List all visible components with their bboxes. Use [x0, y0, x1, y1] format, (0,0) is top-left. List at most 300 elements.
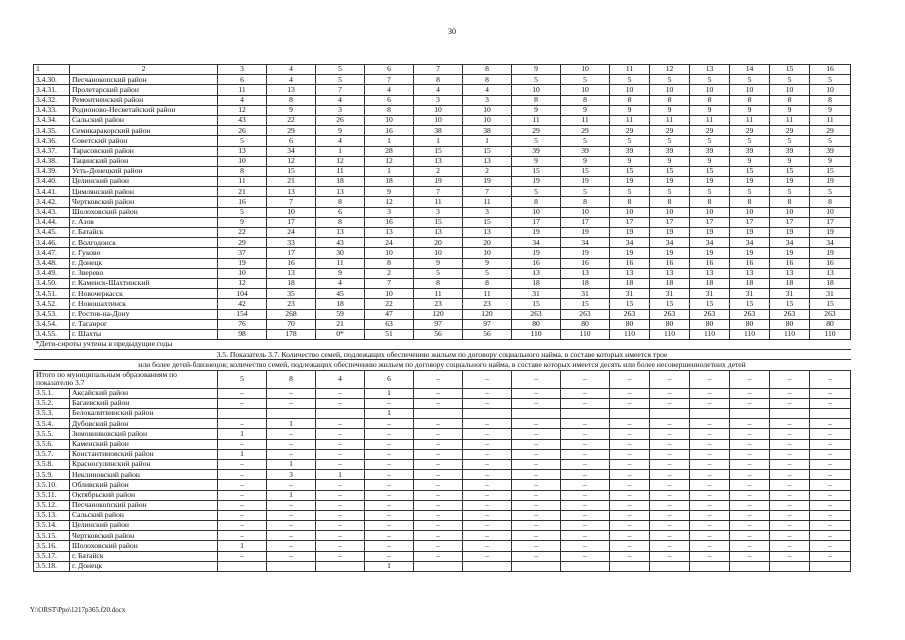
value-cell: 16 — [365, 126, 414, 136]
value-cell: 8 — [690, 95, 730, 105]
table-row — [34, 521, 851, 531]
value-cell: – — [810, 551, 851, 561]
row-name: г. Новочеркасск — [70, 289, 218, 299]
value-cell: 15 — [414, 146, 463, 156]
row-name: Обливский район — [70, 480, 218, 490]
value-cell — [512, 409, 561, 419]
value-cell: – — [561, 480, 610, 490]
value-cell: – — [365, 398, 414, 408]
value-cell: – — [512, 388, 561, 398]
value-cell: – — [610, 551, 650, 561]
value-cell: – — [561, 388, 610, 398]
total-value-cell: – — [650, 370, 690, 388]
value-cell: – — [650, 419, 690, 429]
value-cell: 10 — [463, 248, 512, 258]
value-cell: 10 — [561, 85, 610, 95]
row-name: г. Гуково — [70, 248, 218, 258]
value-cell: 34 — [610, 238, 650, 248]
value-cell: 5 — [770, 75, 810, 85]
value-cell: 20 — [414, 238, 463, 248]
value-cell: 39 — [730, 146, 770, 156]
value-cell: 5 — [610, 75, 650, 85]
value-cell: 8 — [463, 75, 512, 85]
value-cell: 18 — [650, 278, 690, 288]
value-cell: – — [414, 490, 463, 500]
table-row — [34, 309, 851, 319]
value-cell: 5 — [218, 207, 267, 217]
value-cell: 80 — [810, 319, 851, 329]
value-cell: 34 — [267, 146, 316, 156]
value-cell: – — [730, 419, 770, 429]
value-cell: 110 — [730, 329, 770, 339]
row-name: Тарасовский район — [70, 146, 218, 156]
value-cell: 5 — [770, 136, 810, 146]
value-cell: 5 — [690, 136, 730, 146]
value-cell: – — [610, 449, 650, 459]
value-cell: – — [561, 439, 610, 449]
column-number-cell: 12 — [650, 65, 690, 75]
value-cell: 13 — [463, 156, 512, 166]
value-cell: 110 — [610, 329, 650, 339]
value-cell: 1 — [218, 449, 267, 459]
row-name: Неклиновский район — [70, 470, 218, 480]
value-cell: – — [267, 531, 316, 541]
table-row — [34, 85, 851, 95]
value-cell: 5 — [218, 136, 267, 146]
row-code: 3.5.9. — [34, 470, 70, 480]
row-name: Советский район — [70, 136, 218, 146]
section-title-line2: или более детей-близнецов; количество семей, подлежащих обеспечению жильем по договору социального найма, в составе которых имеется десять или более несовершеннолетних детей — [34, 360, 851, 370]
value-cell: – — [365, 449, 414, 459]
value-cell: – — [512, 480, 561, 490]
value-cell: – — [267, 541, 316, 551]
value-cell: – — [650, 470, 690, 480]
value-cell: 13 — [365, 228, 414, 238]
value-cell: 8 — [365, 105, 414, 115]
value-cell: – — [810, 510, 851, 520]
value-cell: – — [730, 541, 770, 551]
value-cell: – — [267, 388, 316, 398]
value-cell: 80 — [561, 319, 610, 329]
row-code: 3.4.43. — [34, 207, 70, 217]
value-cell: 1 — [267, 419, 316, 429]
value-cell: 19 — [218, 258, 267, 268]
value-cell: – — [218, 500, 267, 510]
row-code: 3.5.3. — [34, 409, 70, 419]
value-cell: – — [267, 429, 316, 439]
value-cell: – — [561, 551, 610, 561]
value-cell: – — [365, 510, 414, 520]
row-code: 3.4.36. — [34, 136, 70, 146]
value-cell: 13 — [512, 268, 561, 278]
row-code: 3.5.6. — [34, 439, 70, 449]
value-cell: 12 — [218, 278, 267, 288]
row-name: г. Шахты — [70, 329, 218, 339]
value-cell: – — [810, 398, 851, 408]
value-cell: – — [770, 531, 810, 541]
value-cell: – — [414, 439, 463, 449]
total-row — [34, 370, 851, 388]
total-value-cell: – — [770, 370, 810, 388]
value-cell: 178 — [267, 329, 316, 339]
value-cell: – — [561, 541, 610, 551]
value-cell: 17 — [730, 217, 770, 227]
value-cell: 8 — [730, 197, 770, 207]
value-cell: – — [463, 449, 512, 459]
value-cell: 8 — [414, 278, 463, 288]
value-cell: 19 — [690, 177, 730, 187]
column-number-cell: 2 — [70, 65, 218, 75]
table-row — [34, 207, 851, 217]
value-cell: 15 — [770, 166, 810, 176]
section-title-row — [34, 350, 851, 360]
value-cell: 7 — [414, 187, 463, 197]
value-cell: 17 — [267, 248, 316, 258]
value-cell — [610, 561, 650, 571]
value-cell: 1 — [414, 136, 463, 146]
value-cell: 8 — [810, 197, 851, 207]
value-cell: – — [512, 500, 561, 510]
value-cell: 31 — [650, 289, 690, 299]
row-code: 3.4.40. — [34, 177, 70, 187]
value-cell: – — [218, 439, 267, 449]
value-cell: – — [610, 419, 650, 429]
value-cell: 5 — [650, 75, 690, 85]
value-cell: 120 — [463, 309, 512, 319]
value-cell: 22 — [267, 115, 316, 125]
table-row — [34, 490, 851, 500]
value-cell: – — [810, 429, 851, 439]
value-cell: 4 — [267, 75, 316, 85]
value-cell: – — [730, 551, 770, 561]
table-row — [34, 238, 851, 248]
value-cell: 31 — [690, 289, 730, 299]
row-name: Чертковский район — [70, 197, 218, 207]
value-cell: 23 — [414, 299, 463, 309]
value-cell: 31 — [810, 289, 851, 299]
section-title-row — [34, 360, 851, 370]
row-name: г. Донецк — [70, 561, 218, 571]
row-name: г. Батайск — [70, 551, 218, 561]
value-cell: – — [610, 510, 650, 520]
row-name: Цимлянский район — [70, 187, 218, 197]
value-cell: 10 — [463, 105, 512, 115]
value-cell: 263 — [690, 309, 730, 319]
value-cell: 80 — [650, 319, 690, 329]
value-cell: 29 — [690, 126, 730, 136]
value-cell: – — [650, 429, 690, 439]
value-cell: 18 — [561, 278, 610, 288]
value-cell: 97 — [414, 319, 463, 329]
value-cell: – — [730, 521, 770, 531]
value-cell: 3 — [414, 95, 463, 105]
value-cell: 19 — [810, 177, 851, 187]
row-code: 3.4.48. — [34, 258, 70, 268]
table-body — [34, 65, 851, 572]
value-cell: 0* — [316, 329, 365, 339]
row-code: 3.5.16. — [34, 541, 70, 551]
value-cell: – — [414, 480, 463, 490]
value-cell: 19 — [650, 228, 690, 238]
value-cell — [414, 561, 463, 571]
value-cell: 5 — [810, 187, 851, 197]
value-cell: 31 — [561, 289, 610, 299]
value-cell: 12 — [316, 156, 365, 166]
value-cell: 34 — [512, 238, 561, 248]
value-cell: 9 — [267, 105, 316, 115]
value-cell: – — [610, 429, 650, 439]
value-cell: 80 — [730, 319, 770, 329]
value-cell — [810, 561, 851, 571]
value-cell: 10 — [770, 207, 810, 217]
value-cell: 19 — [610, 228, 650, 238]
row-name: Багаевский район — [70, 398, 218, 408]
value-cell: 19 — [463, 177, 512, 187]
row-name: Дубовский район — [70, 419, 218, 429]
row-name: г. Донецк — [70, 258, 218, 268]
value-cell: – — [267, 510, 316, 520]
total-label: Итого по муниципальным образованиям по показателю 3.7 — [34, 370, 218, 388]
table-row — [34, 500, 851, 510]
value-cell: 76 — [218, 319, 267, 329]
value-cell: 17 — [770, 217, 810, 227]
table-row — [34, 278, 851, 288]
row-name: Целинский район — [70, 177, 218, 187]
value-cell: 16 — [267, 258, 316, 268]
row-code: 3.4.32. — [34, 95, 70, 105]
value-cell: 6 — [218, 75, 267, 85]
value-cell: – — [414, 459, 463, 469]
value-cell: 12 — [267, 156, 316, 166]
value-cell: 13 — [316, 228, 365, 238]
value-cell: 1 — [365, 136, 414, 146]
row-code: 3.5.17. — [34, 551, 70, 561]
value-cell: 9 — [365, 187, 414, 197]
value-cell: 3 — [365, 207, 414, 217]
value-cell: 45 — [316, 289, 365, 299]
value-cell: 19 — [561, 177, 610, 187]
table-row — [34, 258, 851, 268]
value-cell: 19 — [512, 248, 561, 258]
value-cell: 16 — [512, 258, 561, 268]
table-row — [34, 197, 851, 207]
value-cell: 8 — [770, 197, 810, 207]
value-cell: 8 — [650, 197, 690, 207]
value-cell: 10 — [810, 207, 851, 217]
value-cell — [414, 409, 463, 419]
value-cell: – — [267, 521, 316, 531]
value-cell: 56 — [414, 329, 463, 339]
value-cell — [650, 561, 690, 571]
value-cell: – — [414, 419, 463, 429]
value-cell: 13 — [267, 268, 316, 278]
value-cell: 9 — [463, 258, 512, 268]
value-cell: 19 — [730, 228, 770, 238]
value-cell: – — [218, 459, 267, 469]
value-cell: 4 — [316, 136, 365, 146]
value-cell: – — [690, 429, 730, 439]
row-name: Октябрьский район — [70, 490, 218, 500]
value-cell: – — [561, 470, 610, 480]
value-cell: – — [316, 480, 365, 490]
value-cell: – — [365, 459, 414, 469]
value-cell: 10 — [690, 85, 730, 95]
table-row — [34, 470, 851, 480]
row-name: Ремонтненский район — [70, 95, 218, 105]
value-cell: 3 — [463, 207, 512, 217]
value-cell: 7 — [267, 197, 316, 207]
value-cell: 8 — [414, 75, 463, 85]
value-cell: 20 — [463, 238, 512, 248]
value-cell: 10 — [610, 85, 650, 95]
value-cell: 8 — [267, 95, 316, 105]
value-cell: – — [512, 531, 561, 541]
row-code: 3.5.5. — [34, 429, 70, 439]
value-cell: – — [512, 459, 561, 469]
value-cell: – — [512, 510, 561, 520]
value-cell: – — [561, 531, 610, 541]
row-name: Зимовниковский район — [70, 429, 218, 439]
value-cell: 19 — [561, 228, 610, 238]
value-cell: 11 — [463, 289, 512, 299]
value-cell: 29 — [218, 238, 267, 248]
value-cell: – — [316, 398, 365, 408]
value-cell — [610, 409, 650, 419]
value-cell: – — [463, 541, 512, 551]
value-cell: – — [463, 490, 512, 500]
value-cell: 13 — [650, 268, 690, 278]
value-cell: – — [610, 531, 650, 541]
value-cell: 5 — [316, 75, 365, 85]
value-cell: – — [730, 388, 770, 398]
value-cell: 11 — [770, 115, 810, 125]
value-cell — [267, 409, 316, 419]
value-cell: 29 — [810, 126, 851, 136]
value-cell: – — [316, 500, 365, 510]
column-number-cell: 5 — [316, 65, 365, 75]
row-code: 3.5.7. — [34, 449, 70, 459]
value-cell: – — [690, 439, 730, 449]
value-cell: – — [218, 531, 267, 541]
value-cell: 12 — [365, 197, 414, 207]
row-code: 3.5.15. — [34, 531, 70, 541]
value-cell: – — [690, 470, 730, 480]
value-cell: – — [610, 470, 650, 480]
value-cell: 39 — [561, 146, 610, 156]
total-value-cell: 4 — [316, 370, 365, 388]
value-cell: 15 — [512, 299, 561, 309]
value-cell: 8 — [561, 95, 610, 105]
row-name: г. Зверево — [70, 268, 218, 278]
table-row — [34, 177, 851, 187]
value-cell: – — [512, 521, 561, 531]
value-cell: 98 — [218, 329, 267, 339]
value-cell: 10 — [561, 207, 610, 217]
value-cell: – — [650, 398, 690, 408]
table-row — [34, 95, 851, 105]
value-cell: 19 — [610, 248, 650, 258]
value-cell: 19 — [770, 177, 810, 187]
value-cell: 17 — [650, 217, 690, 227]
value-cell: 24 — [267, 228, 316, 238]
value-cell: – — [650, 439, 690, 449]
value-cell: 34 — [730, 238, 770, 248]
value-cell: – — [610, 398, 650, 408]
row-name: Аксайский район — [70, 388, 218, 398]
value-cell: 4 — [463, 85, 512, 95]
value-cell: 9 — [770, 156, 810, 166]
value-cell: – — [730, 459, 770, 469]
column-number-cell: 11 — [610, 65, 650, 75]
value-cell: 59 — [316, 309, 365, 319]
value-cell: – — [810, 459, 851, 469]
value-cell: 19 — [730, 248, 770, 258]
value-cell: – — [316, 439, 365, 449]
value-cell: 13 — [770, 268, 810, 278]
value-cell: 80 — [690, 319, 730, 329]
data-table — [33, 64, 851, 572]
value-cell: – — [650, 531, 690, 541]
value-cell: 18 — [730, 278, 770, 288]
value-cell: 24 — [365, 238, 414, 248]
row-code: 3.4.31. — [34, 85, 70, 95]
row-name: г. Волгодонск — [70, 238, 218, 248]
table-row — [34, 156, 851, 166]
value-cell: 43 — [316, 238, 365, 248]
value-cell: 26 — [218, 126, 267, 136]
value-cell: 10 — [512, 85, 561, 95]
value-cell: 9 — [561, 105, 610, 115]
value-cell: – — [770, 439, 810, 449]
value-cell: 15 — [512, 166, 561, 176]
value-cell: – — [218, 521, 267, 531]
value-cell: – — [561, 449, 610, 459]
value-cell: – — [561, 398, 610, 408]
value-cell: – — [365, 521, 414, 531]
value-cell: – — [316, 531, 365, 541]
table-row — [34, 388, 851, 398]
value-cell: 4 — [316, 95, 365, 105]
table-row — [34, 551, 851, 561]
value-cell: 263 — [730, 309, 770, 319]
value-cell — [561, 409, 610, 419]
value-cell: 18 — [316, 177, 365, 187]
value-cell: 13 — [267, 187, 316, 197]
row-code: 3.4.45. — [34, 228, 70, 238]
value-cell: – — [730, 449, 770, 459]
value-cell: 80 — [770, 319, 810, 329]
value-cell: – — [561, 490, 610, 500]
value-cell: 9 — [690, 156, 730, 166]
value-cell: 13 — [610, 268, 650, 278]
value-cell: – — [810, 531, 851, 541]
value-cell: 1 — [218, 541, 267, 551]
value-cell: – — [730, 470, 770, 480]
value-cell: 39 — [610, 146, 650, 156]
value-cell: – — [463, 531, 512, 541]
value-cell: – — [365, 429, 414, 439]
table-row — [34, 115, 851, 125]
value-cell: 16 — [218, 197, 267, 207]
value-cell: 18 — [267, 278, 316, 288]
value-cell: 10 — [218, 156, 267, 166]
value-cell: – — [690, 419, 730, 429]
column-number-cell: 14 — [730, 65, 770, 75]
value-cell: – — [610, 500, 650, 510]
value-cell: 38 — [414, 126, 463, 136]
value-cell: 10 — [365, 115, 414, 125]
value-cell: 263 — [770, 309, 810, 319]
